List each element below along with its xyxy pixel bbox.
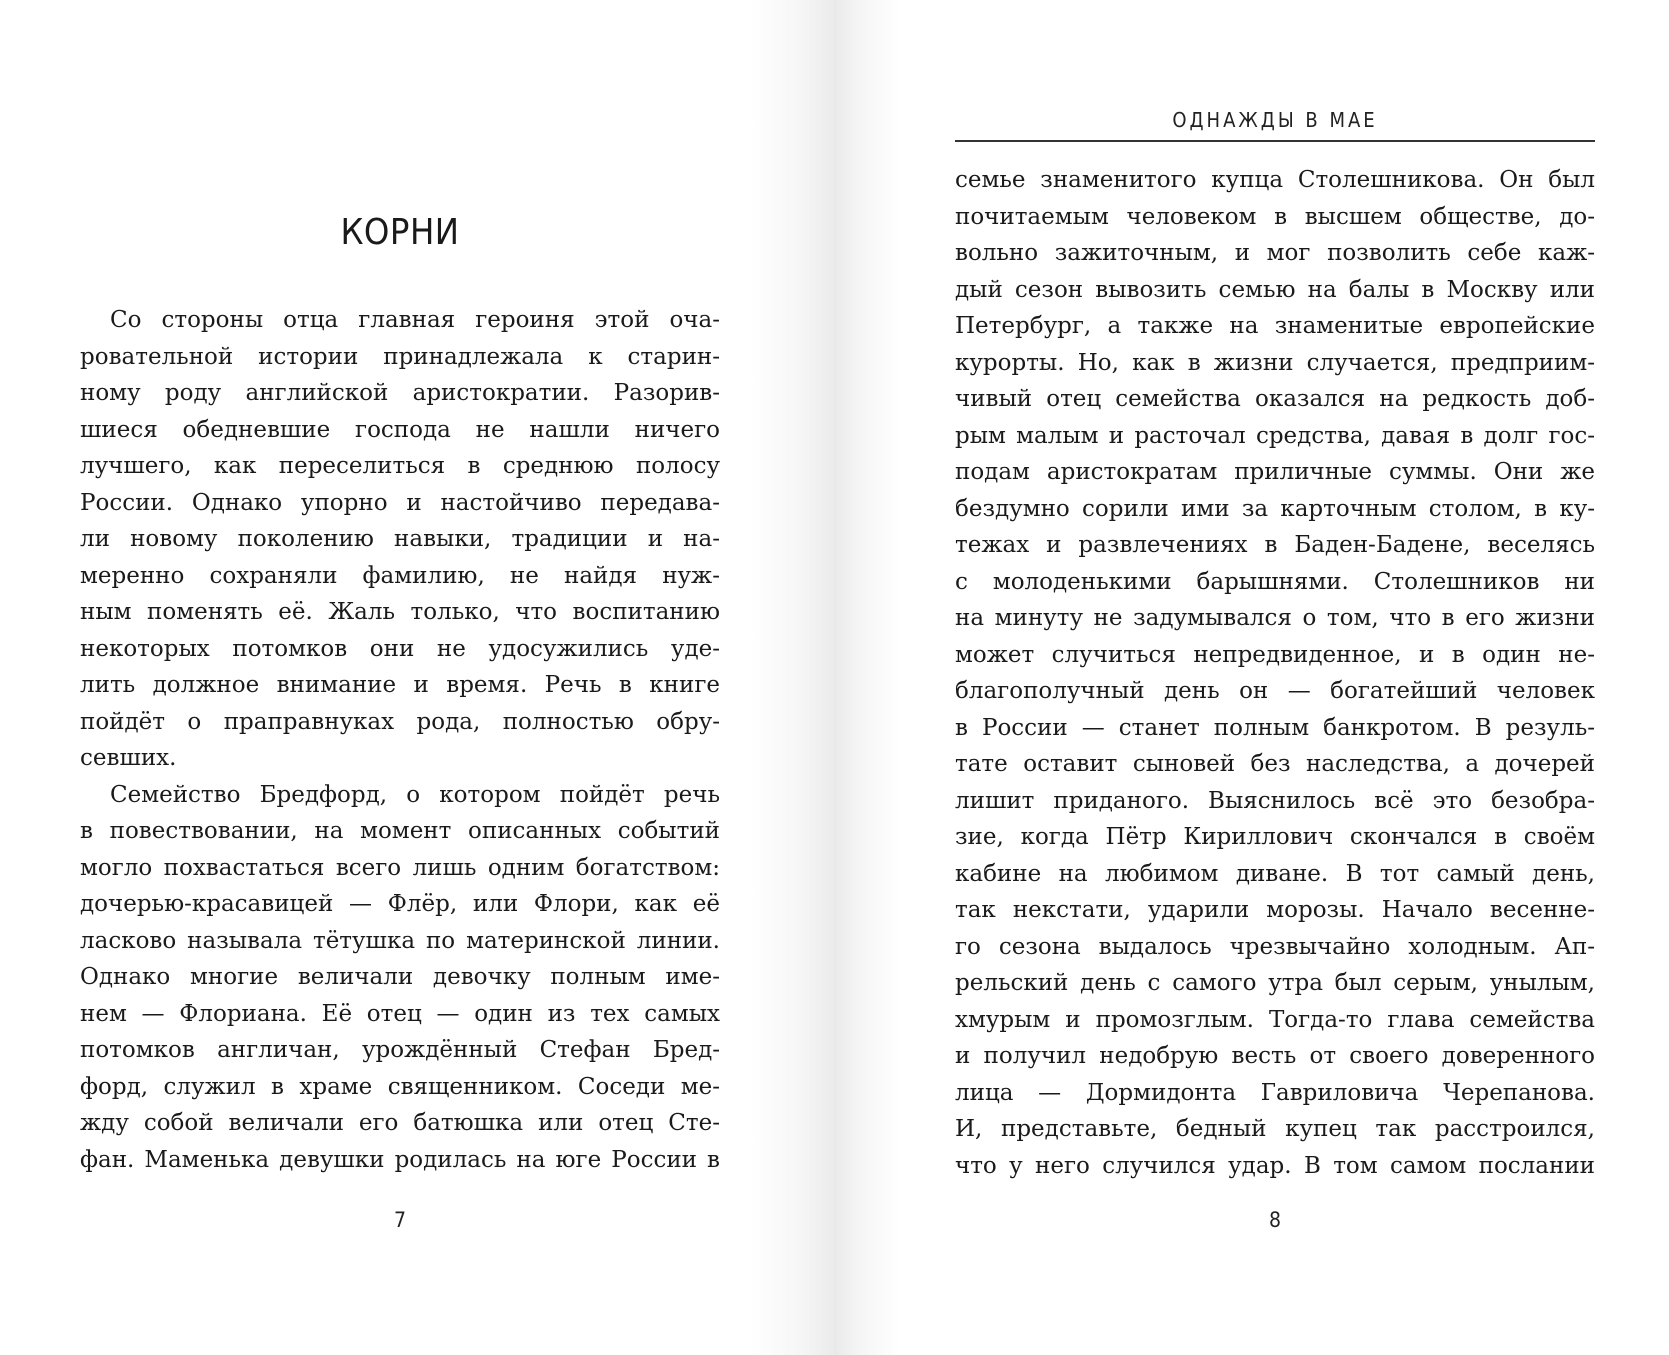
text-line: зие, когда Пётр Кириллович скончался в своём [955, 824, 1595, 850]
text-line: форд, служил в храме священником. Соседи ме- [80, 1073, 720, 1100]
text-line: так некстати, ударили морозы. Начало весенне- [955, 897, 1595, 923]
page-number-right: 8 [1268, 1208, 1282, 1232]
text-line: го сезона выдалось чрезвычайно холодным. Ап- [955, 933, 1595, 960]
text-line: севших. [80, 745, 177, 771]
text-line: вольно зажиточным, и мог позволить себе каж- [955, 240, 1595, 266]
left-page-body [80, 302, 720, 1178]
text-line: подам аристократам приличные суммы. Они же [955, 459, 1595, 485]
text-line: курорты. Но, как в жизни случается, предприим- [955, 349, 1595, 376]
right-page-body [955, 162, 1595, 1184]
text-line: шиеся обедневшие господа не нашли ничего [80, 416, 720, 443]
text-line: в России — станет полным банкротом. В резуль- [955, 714, 1595, 741]
text-line: лучшего, как переселиться в среднюю полосу [80, 453, 720, 479]
text-line: потомков англичан, урождённый Стефан Бред- [80, 1037, 720, 1063]
text-line: что у него случился удар. В том самом послании [955, 1152, 1595, 1179]
text-line: нем — Флориана. Её отец — один из тех самых [80, 1000, 720, 1027]
text-line: ным поменять её. Жаль только, что воспитанию [80, 599, 720, 625]
text-line: кабине на любимом диване. В тот самый день, [955, 860, 1595, 887]
running-head-rule [955, 140, 1595, 142]
text-line: могло похвастаться всего лишь одним богатством: [80, 854, 720, 881]
text-line: ровательной истории принадлежала к старин- [80, 343, 720, 370]
text-line: лица — Дормидонта Гавриловича Черепанова. [955, 1079, 1595, 1106]
text-line: Петербург, а также на знаменитые европейские [955, 313, 1595, 339]
text-line: на минуту не задумывался о том, что в его жизни [955, 605, 1595, 631]
text-line: пойдёт о праправнуках рода, полностью обру- [80, 708, 720, 735]
text-line: России. Однако упорно и настойчиво передава- [80, 489, 720, 516]
text-line: дый сезон вывозить семью на балы в Москву или [955, 276, 1595, 303]
text-line: фан. Маменька девушки родилась на юге России в [80, 1146, 720, 1173]
text-line: благополучный день он — богатейший человек [955, 678, 1595, 704]
text-line: почитаемым человеком в высшем обществе, до- [955, 203, 1595, 230]
text-line: рельский день с самого утра был серым, унылым, [955, 970, 1595, 996]
text-line: лить должное внимание и время. Речь в книге [80, 672, 720, 698]
text-line: Семейство Бредфорд, о котором пойдёт речь [110, 781, 720, 808]
text-line: дочерью-красавицей — Флёр, или Флори, как её [80, 891, 720, 917]
text-line: И, представьте, бедный купец так расстроился, [955, 1116, 1595, 1142]
text-line: и получил недобрую весть от своего доверенного [955, 1043, 1595, 1069]
text-line: жду собой величали его батюшка или отец Сте- [80, 1110, 720, 1136]
text-line: некоторых потомков они не удосужились уде- [80, 635, 720, 662]
text-line: ласково называла тётушка по материнской линии. [80, 927, 720, 954]
text-line: семье знаменитого купца Столешникова. Он был [955, 167, 1595, 193]
running-head: ОДНАЖДЫ В МАЕ [1172, 108, 1378, 132]
text-line: в повествовании, на момент описанных событий [80, 818, 720, 844]
text-line: Со стороны отца главная героиня этой оча- [110, 307, 720, 333]
text-line: Однако многие величали девочку полным име- [80, 964, 720, 990]
text-line: хмурым и промозглым. Тогда-то глава семейства [955, 1006, 1595, 1033]
text-line: чивый отец семейства оказался на редкость доб- [955, 386, 1595, 412]
text-line: рым малым и расточал средства, давая в долг гос- [955, 422, 1595, 449]
text-line: бездумно сорили ими за карточным столом, в ку- [955, 495, 1595, 522]
text-line: с молоденькими барышнями. Столешников ни [955, 568, 1595, 595]
text-line: меренно сохраняли фамилию, не найдя нуж- [80, 562, 720, 589]
text-line: тате оставит сыновей без наследства, а дочерей [955, 751, 1595, 777]
text-line: может случиться непредвиденное, и в один не- [955, 641, 1595, 668]
text-line: ному роду английской аристократии. Разорив- [80, 380, 720, 406]
chapter-title: КОРНИ [340, 212, 460, 253]
text-line: лишит приданого. Выяснилось всё это безобра- [955, 787, 1595, 814]
text-line: ли новому поколению навыки, традиции и на- [80, 526, 720, 552]
page-number-left: 7 [393, 1208, 407, 1232]
text-line: тежах и развлечениях в Баден-Бадене, веселясь [955, 532, 1595, 558]
